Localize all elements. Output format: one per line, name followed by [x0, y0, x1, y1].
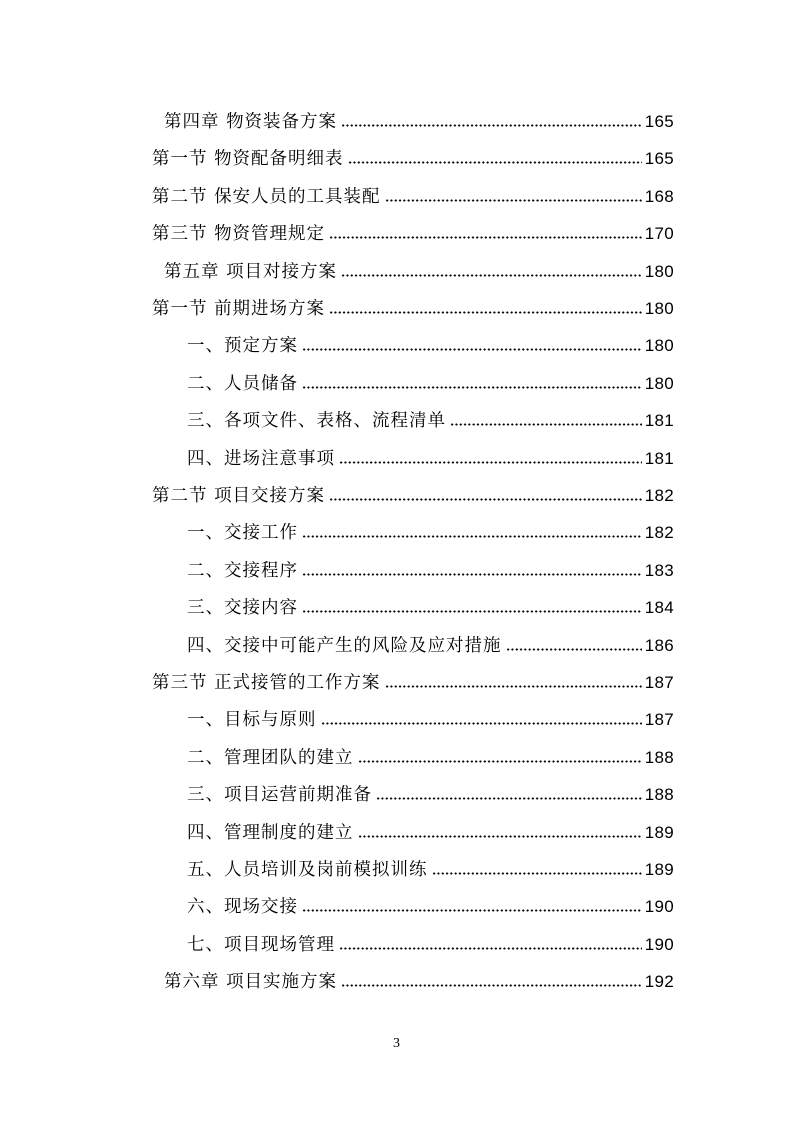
toc-entry-label: 第一节 前期进场方案: [152, 299, 326, 319]
toc-entry-page: 187: [644, 710, 674, 730]
toc-dot-leader: [302, 385, 642, 390]
toc-entry-page: 180: [644, 373, 674, 393]
toc-dot-leader: [329, 310, 642, 315]
toc-dot-leader: [329, 235, 642, 240]
toc-entry[interactable]: [187, 927, 674, 957]
toc-entry[interactable]: [187, 628, 674, 658]
toc-dot-leader: [348, 160, 642, 165]
toc-entry-label: 第二节 保安人员的工具装配: [152, 186, 381, 207]
toc-entry-label: 四、管理制度的建立: [187, 822, 354, 843]
toc-entry-label: 四、进场注意事项: [187, 448, 335, 469]
toc-dot-leader: [302, 534, 642, 539]
toc-dot-leader: [302, 347, 642, 352]
toc-entry-page: 182: [644, 486, 674, 505]
toc-entry-page: 189: [644, 822, 674, 842]
toc-entry-label: 六、现场交接: [187, 897, 298, 918]
toc-entry-label: 一、目标与原则: [187, 710, 317, 731]
toc-entry-page: 189: [644, 860, 674, 879]
toc-dot-leader: [339, 946, 642, 951]
toc-entry-page: 181: [644, 411, 674, 431]
toc-dot-leader: [321, 721, 642, 726]
toc-entry[interactable]: [187, 889, 674, 919]
toc-entry-label: 第五章 项目对接方案: [164, 261, 338, 282]
toc-entry[interactable]: [187, 740, 674, 770]
toc-entry-label: 二、管理团队的建立: [187, 747, 354, 768]
toc-dot-leader: [385, 684, 642, 689]
toc-dot-leader: [302, 609, 642, 614]
toc-entry-page: 188: [644, 785, 674, 805]
toc-dot-leader: [450, 422, 642, 427]
toc-entry-page: 190: [644, 934, 674, 954]
toc-dot-leader: [385, 198, 642, 203]
toc-entry-label: 一、交接工作: [187, 523, 298, 544]
toc-dot-leader: [329, 497, 642, 502]
toc-entry-page: 186: [644, 635, 674, 655]
toc-entry[interactable]: [187, 590, 674, 620]
toc-entry[interactable]: [152, 478, 674, 508]
toc-entry-label: 五、人员培训及岗前模拟训练: [187, 860, 428, 880]
toc-dot-leader: [341, 273, 642, 278]
toc-entry[interactable]: [187, 815, 674, 845]
toc-entry[interactable]: [187, 441, 674, 471]
toc-entry[interactable]: [187, 852, 674, 882]
toc-dot-leader: [506, 647, 642, 652]
toc-dot-leader: [358, 759, 642, 764]
toc-entry[interactable]: [187, 777, 674, 807]
toc-entry[interactable]: [152, 179, 674, 209]
toc-entry[interactable]: [152, 216, 674, 246]
toc-entry-page: 180: [644, 261, 674, 281]
toc-dot-leader: [302, 572, 642, 577]
toc-entry-label: 第六章 项目实施方案: [164, 972, 338, 993]
toc-entry[interactable]: [187, 702, 674, 732]
toc-entry-label: 二、交接程序: [187, 560, 298, 581]
toc-dot-leader: [339, 460, 642, 465]
toc-entry-page: 182: [644, 523, 674, 543]
toc-entry-label: 三、项目运营前期准备: [187, 785, 372, 806]
toc-entry[interactable]: [152, 141, 674, 171]
toc-entry-page: 180: [644, 336, 674, 356]
toc-entry[interactable]: [152, 291, 674, 321]
toc-entry[interactable]: [164, 254, 674, 284]
toc-entry-label: 第三节 物资管理规定: [152, 224, 326, 245]
toc-entry-label: 第二节 项目交接方案: [152, 486, 326, 506]
toc-entry-label: 第一节 物资配备明细表: [152, 149, 344, 170]
toc-entry-label: 四、交接中可能产生的风险及应对措施: [187, 635, 502, 656]
toc-entry-label: 三、交接内容: [187, 598, 298, 619]
toc-dot-leader: [432, 871, 642, 876]
toc-entry-label: 三、各项文件、表格、流程清单: [187, 411, 446, 432]
page-number: 3: [393, 1036, 400, 1051]
toc-dot-leader: [302, 908, 642, 913]
toc-entry-page: 190: [644, 897, 674, 917]
toc-dot-leader: [341, 123, 642, 128]
toc-entry[interactable]: [164, 104, 674, 134]
toc-entry-label: 二、人员储备: [187, 373, 298, 394]
toc-entry[interactable]: [152, 665, 674, 695]
toc-entry-page: 165: [644, 112, 674, 131]
toc-entry-label: 七、项目现场管理: [187, 934, 335, 955]
toc-entry[interactable]: [187, 403, 674, 433]
toc-entry-page: 170: [644, 224, 674, 244]
toc-entry-page: 168: [644, 186, 674, 206]
toc-dot-leader: [358, 834, 642, 839]
toc-entry[interactable]: [187, 553, 674, 583]
toc-entry-page: 183: [644, 560, 674, 580]
toc-entry-page: 187: [644, 673, 674, 692]
toc-entry-page: 188: [644, 747, 674, 767]
toc-entry-page: 165: [644, 149, 674, 169]
toc-entry-page: 184: [644, 598, 674, 618]
toc-entry[interactable]: [187, 328, 674, 358]
toc-dot-leader: [376, 796, 642, 801]
toc-entry[interactable]: [187, 366, 674, 396]
toc-entry-label: 一、预定方案: [187, 336, 298, 357]
toc-entry-page: 192: [644, 972, 674, 992]
toc-entry-page: 181: [644, 448, 674, 468]
toc-dot-leader: [341, 983, 642, 988]
toc-entry-label: 第四章 物资装备方案: [164, 112, 338, 132]
toc-entry-label: 第三节 正式接管的工作方案: [152, 673, 381, 693]
toc-entry[interactable]: [187, 515, 674, 545]
toc-entry[interactable]: [164, 964, 674, 994]
toc-entry-page: 180: [644, 299, 674, 318]
